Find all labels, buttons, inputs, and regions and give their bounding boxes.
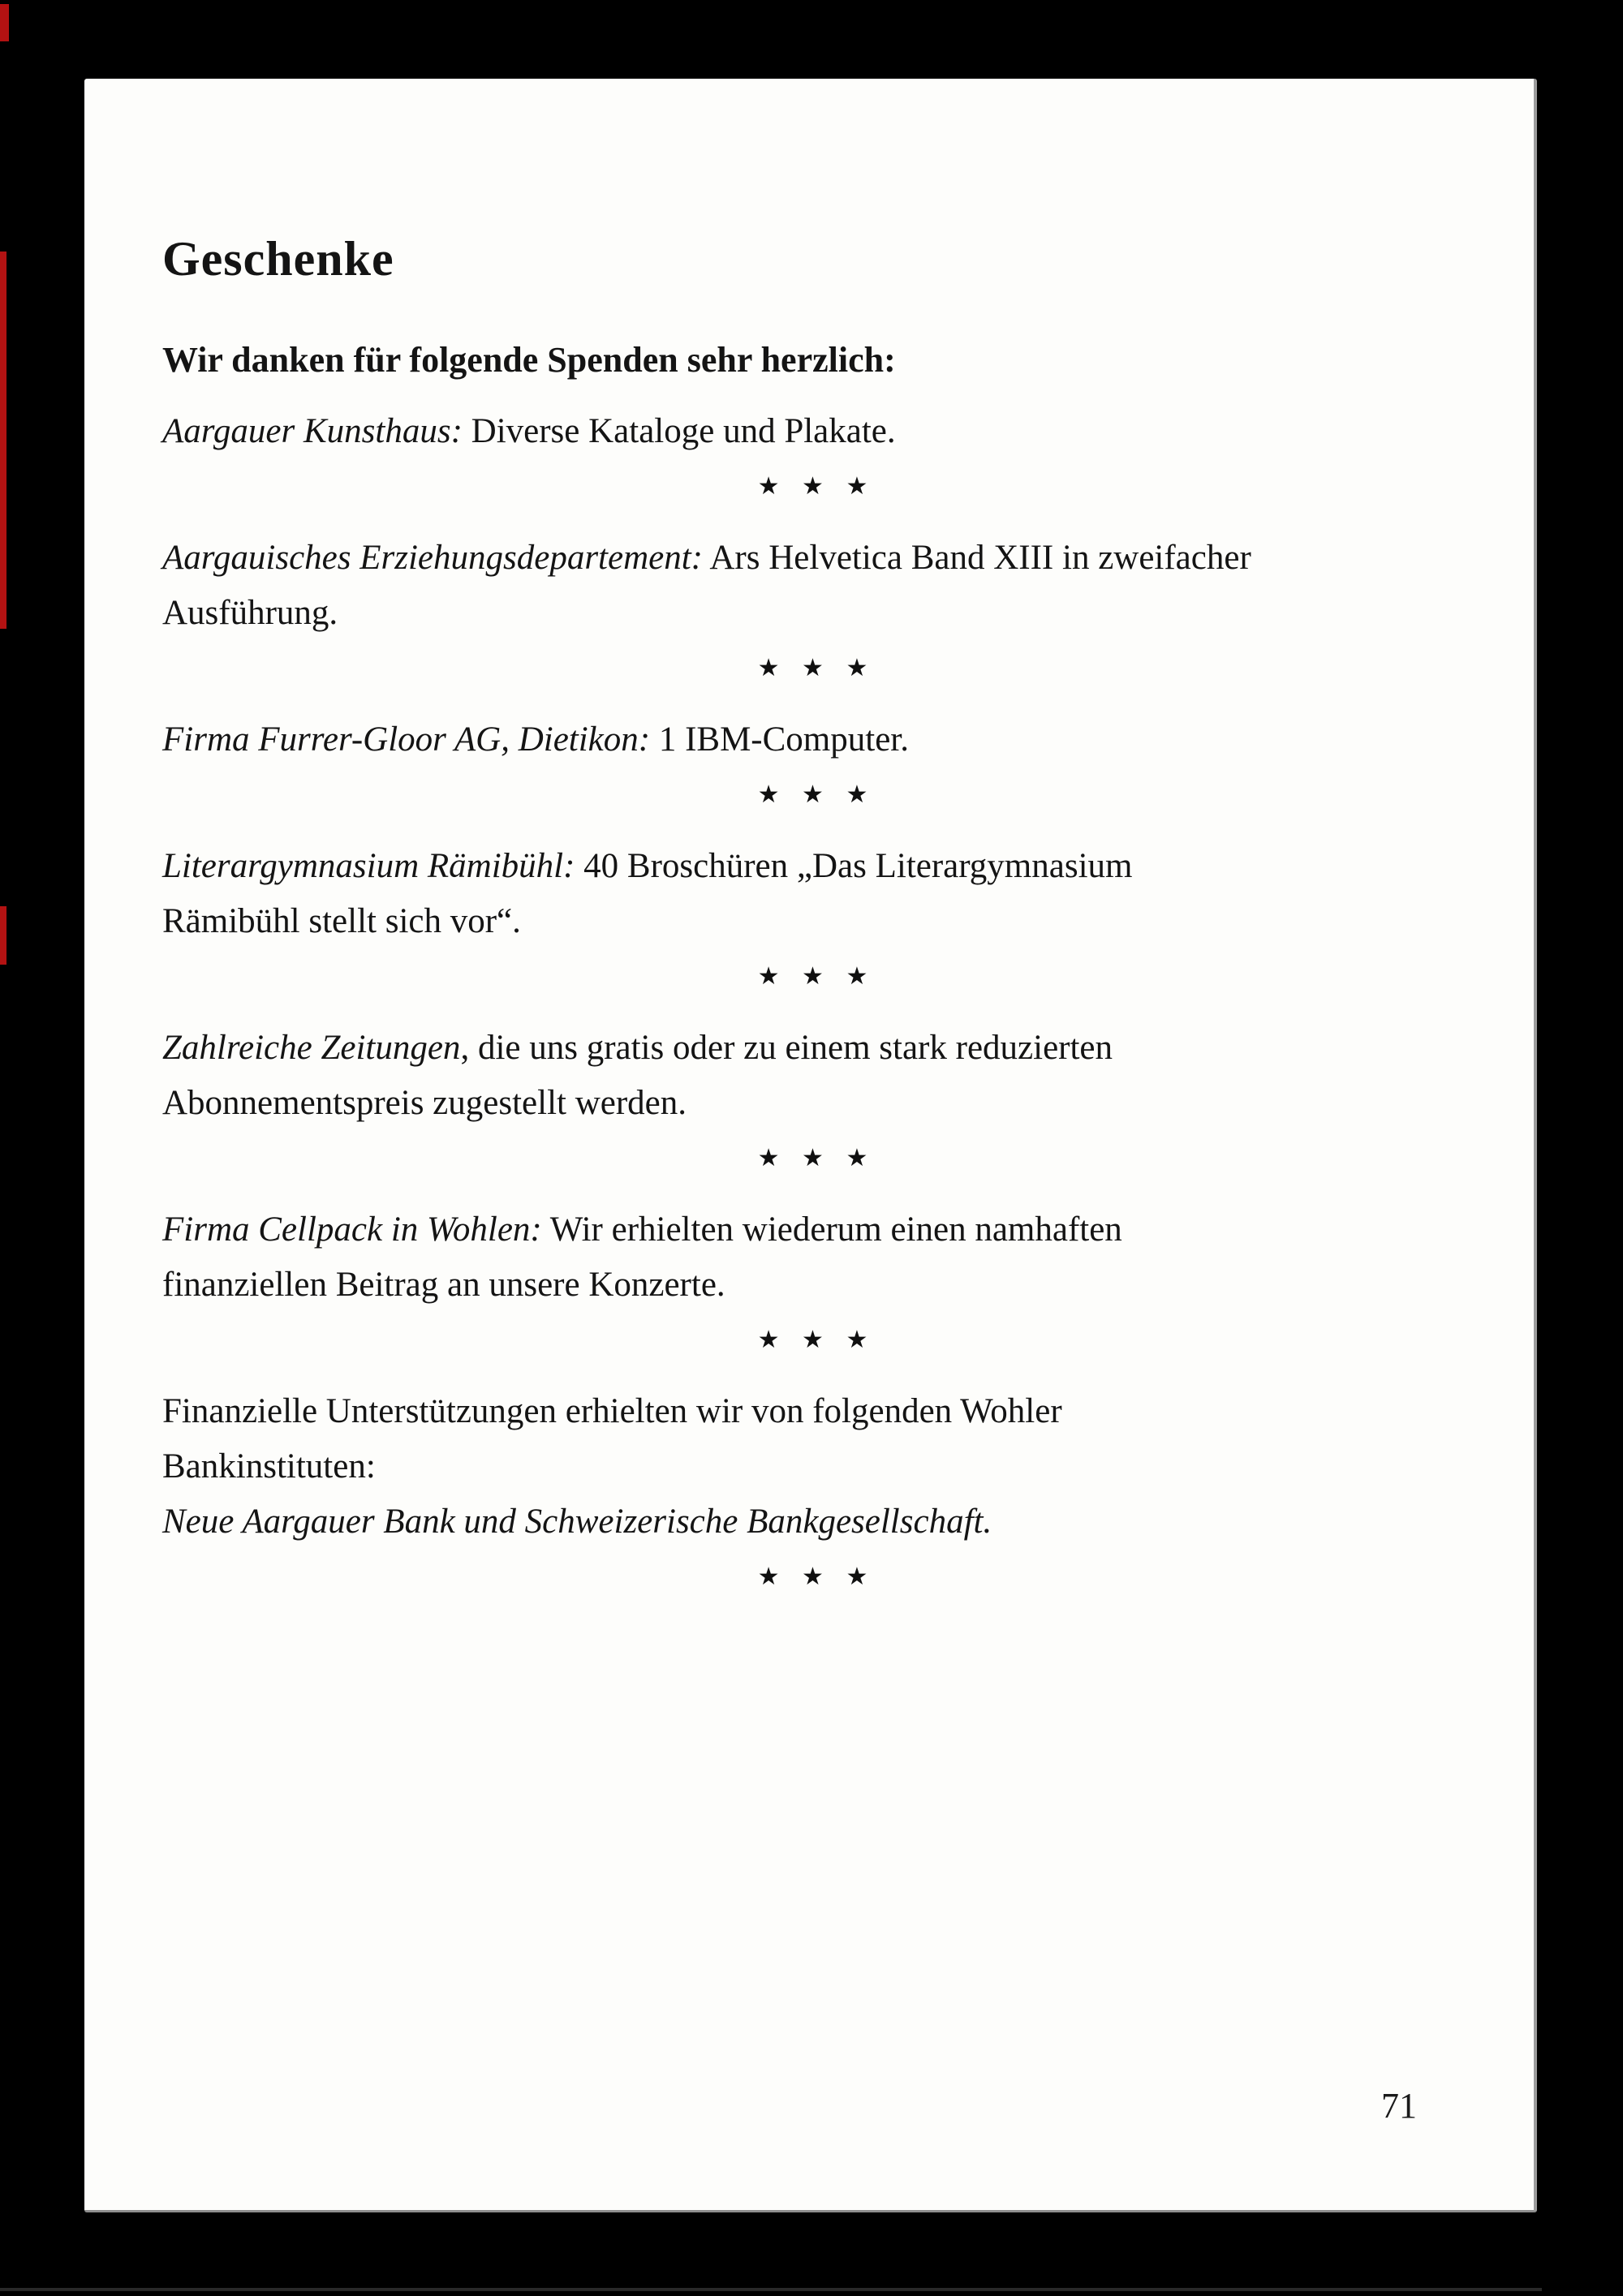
entry-line — [162, 1494, 1413, 1550]
entry-text: Ars Helvetica Band XIII in zweifacher — [703, 539, 1251, 577]
intro-text: Wir danken für folgende Spenden sehr herzlich: — [162, 340, 896, 380]
gift-entry-aargauer-kunsthaus — [162, 404, 1413, 459]
star-separator: ★ ★ ★ — [757, 473, 876, 500]
entry-text: 1 IBM-Computer. — [650, 720, 909, 759]
entry-lead-italic: Literargymnasium Rämibühl: — [162, 847, 575, 885]
gift-entry-erziehungsdepartement — [162, 531, 1413, 641]
entry-line — [162, 1076, 1413, 1131]
gift-entry-banken — [162, 1384, 1413, 1550]
entry-line — [162, 712, 1413, 767]
entry-line — [162, 404, 1413, 459]
entry-line — [162, 894, 1413, 949]
entry-line — [162, 531, 1413, 586]
entry-line — [162, 1202, 1413, 1258]
entry-line — [162, 1439, 1413, 1494]
star-separator: ★ ★ ★ — [757, 781, 876, 808]
entry-text: Wir erhielten wiederum einen namhaften — [541, 1210, 1122, 1249]
entry-lead-italic: Aargauer Kunsthaus: — [162, 412, 463, 450]
entry-lead-italic: Zahlreiche Zeitungen — [162, 1029, 461, 1067]
star-separator: ★ ★ ★ — [757, 1145, 876, 1172]
entry-line — [162, 1258, 1413, 1313]
scan-artifact-red-streak — [0, 252, 6, 629]
entry-text: Abonnementspreis zugestellt werden. — [162, 1084, 687, 1122]
star-separator: ★ ★ ★ — [757, 655, 876, 681]
gift-entry-zeitungen — [162, 1021, 1413, 1131]
entry-lead-italic: Firma Furrer-Gloor AG, Dietikon: — [162, 720, 651, 759]
scan-artifact-red-streak — [0, 4, 9, 41]
entry-text: Rämibühl stellt sich vor“. — [162, 902, 521, 940]
entry-text: , die uns gratis oder zu einem stark reduzierten — [460, 1029, 1113, 1067]
entry-lead-italic: Aargauisches Erziehungsdepartement: — [162, 539, 703, 577]
page-title: Geschenke — [162, 232, 394, 286]
entry-line — [162, 1021, 1413, 1076]
star-separator: ★ ★ ★ — [757, 1563, 876, 1590]
scan-artifact-edge-line — [0, 2288, 1542, 2291]
document-page — [84, 79, 1537, 2212]
entry-text: Diverse Kataloge und Plakate. — [462, 412, 896, 450]
star-separator: ★ ★ ★ — [757, 963, 876, 990]
entry-lead-italic: Neue Aargauer Bank und Schweizerische Bankgesellschaft. — [162, 1503, 992, 1541]
entry-text: 40 Broschüren „Das Literargymnasium — [575, 847, 1133, 885]
gift-entry-cellpack — [162, 1202, 1413, 1313]
entry-line — [162, 586, 1413, 641]
star-separator: ★ ★ ★ — [757, 1326, 876, 1353]
gift-entry-furrer-gloor — [162, 712, 1413, 767]
scan-artifact-red-streak — [0, 906, 6, 965]
entry-text: Ausführung. — [162, 594, 338, 632]
entry-line — [162, 839, 1413, 894]
entry-line — [162, 1384, 1413, 1439]
entry-lead-italic: Firma Cellpack in Wohlen: — [162, 1210, 542, 1249]
page-number: 71 — [1381, 2086, 1417, 2126]
entry-text: Finanzielle Unterstützungen erhielten wir von folgenden Wohler — [162, 1392, 1062, 1430]
entry-text: finanziellen Beitrag an unsere Konzerte. — [162, 1266, 725, 1304]
gift-entry-literargymnasium — [162, 839, 1413, 949]
entry-text: Bankinstituten: — [162, 1447, 376, 1486]
